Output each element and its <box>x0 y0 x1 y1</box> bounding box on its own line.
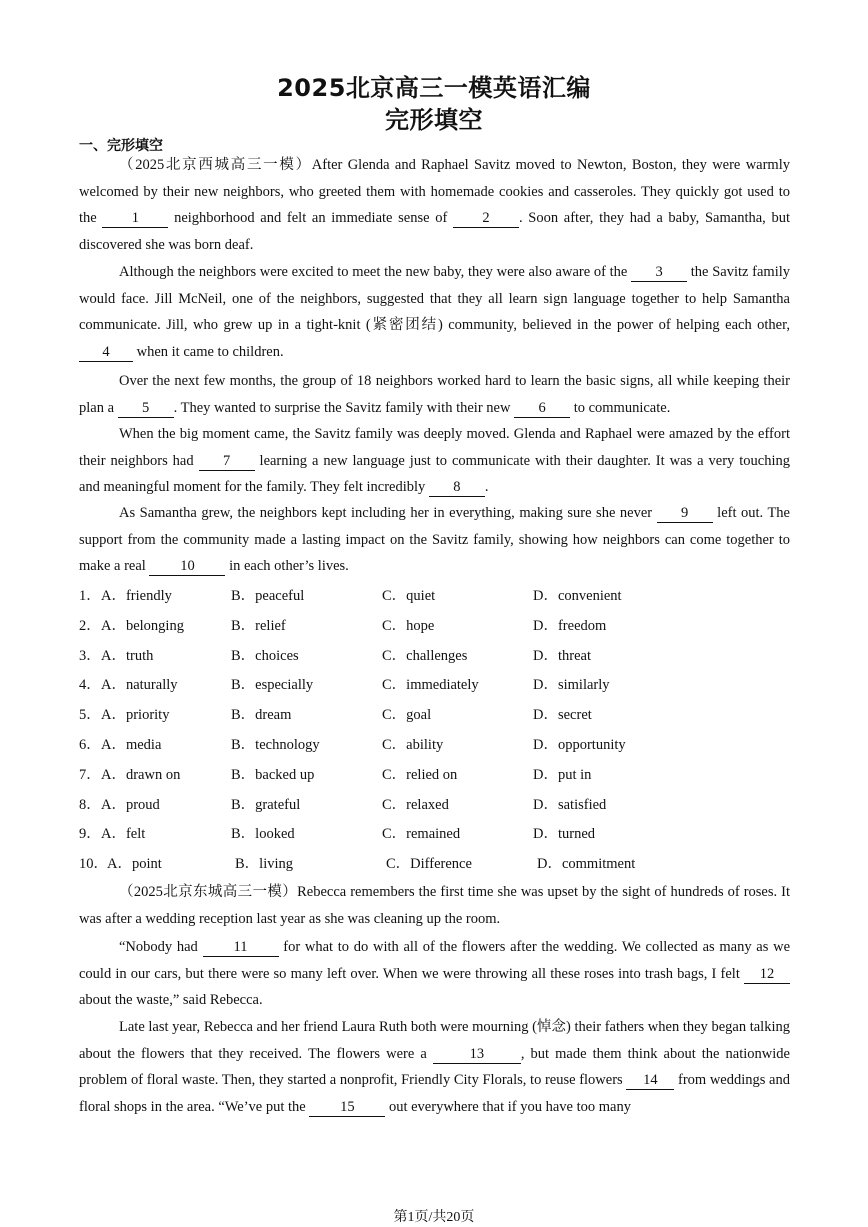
option-b: B．peaceful <box>231 588 305 604</box>
option-c: C．goal <box>382 707 432 724</box>
option-d: D．secret <box>533 707 592 724</box>
passage1-paragraph-1: （2025北京西城高三一模）After Glenda and Raphael Savitz moved to Newton, Boston, they were warmly welcomed by their new neighbors, who greeted them with homemade cookies and casseroles. They quickly got used to the 1 neighborhood and felt an immediate sense of 2 . Soon after, they had a baby, Samantha, but discovered she was born deaf. <box>79 157 790 253</box>
option-c: C．immediately <box>382 677 479 694</box>
passage1-paragraph-3: Over the next few months, the group of 18 neighbors worked hard to learn the basic signs, all while keeping their plan a 5 . They wanted to surprise the Savitz family with their new 6 to communicate. <box>79 373 790 416</box>
option-c: C．ability <box>382 736 444 753</box>
option-d: D．satisfied <box>533 796 607 813</box>
blank-10: 10 <box>149 558 225 576</box>
passage2-paragraph-2: “Nobody had 11 for what to do with all of the flowers after the wedding. We collected as many as we could in our cars, but there were so many left over. When we were throwing all these roses into trash bags, I felt 12 about the waste,” said Rebecca. <box>79 939 791 1008</box>
blank-12: 12 <box>744 966 790 984</box>
option-row <box>79 759 790 789</box>
option-a: A．belonging <box>101 617 184 634</box>
option-d: D．convenient <box>533 588 622 604</box>
question-number: 9． <box>79 826 101 843</box>
option-row <box>79 789 790 819</box>
option-row <box>79 610 790 640</box>
question-number: 1． <box>79 588 101 604</box>
option-c: C．relaxed <box>382 796 449 813</box>
option-c: C．quiet <box>382 588 436 604</box>
option-row <box>79 640 790 670</box>
option-d: D．turned <box>533 826 596 843</box>
option-c: C．Difference <box>386 856 472 873</box>
option-c: C．relied on <box>382 766 458 783</box>
option-b: B．especially <box>231 677 314 694</box>
option-b: B．grateful <box>231 796 301 813</box>
option-b: B．relief <box>231 617 286 634</box>
option-c: C．challenges <box>382 647 468 664</box>
option-b: B．dream <box>231 707 292 724</box>
question-number: 2． <box>79 617 101 634</box>
option-a: A．truth <box>101 647 154 664</box>
question-number: 4． <box>79 677 101 694</box>
document-subtitle: 完形填空 <box>385 106 483 134</box>
option-b: B．technology <box>231 736 320 753</box>
question-number: 5． <box>79 707 101 724</box>
option-d: D．similarly <box>533 677 610 694</box>
question-number: 6． <box>79 736 101 753</box>
option-b: B．living <box>235 856 294 873</box>
option-b: B．choices <box>231 647 299 664</box>
option-a: A．felt <box>101 826 146 843</box>
option-d: D．freedom <box>533 617 607 634</box>
option-a: A．proud <box>101 796 160 813</box>
option-d: D．commitment <box>537 856 636 873</box>
option-row <box>79 669 790 699</box>
option-a: A．media <box>101 736 162 753</box>
option-b: B．looked <box>231 826 295 843</box>
page-number: 第1页/共20页 <box>393 1210 475 1225</box>
blank-4: 4 <box>79 344 133 362</box>
blank-1: 1 <box>102 210 168 228</box>
question-number: 7． <box>79 766 101 783</box>
blank-6: 6 <box>514 400 570 418</box>
option-a: A．drawn on <box>101 766 181 783</box>
option-c: C．hope <box>382 617 435 634</box>
blank-3: 3 <box>631 264 687 282</box>
blank-15: 15 <box>309 1099 385 1117</box>
option-d: D．threat <box>533 647 591 664</box>
blank-14: 14 <box>626 1072 674 1090</box>
blank-2: 2 <box>453 210 519 228</box>
passage1-paragraph-2: Although the neighbors were excited to meet the new baby, they were also aware of the 3 the Savitz family would face. Jill McNeil, one of the neighbors, suggested that they all learn sign language together to help Samantha communicate. Jill, who grew up in a tight-knit (紧密团结) community, believed in the power of helping each other, 4 when it came to children. <box>79 264 790 360</box>
section-title: 一、完形填空 <box>79 138 163 154</box>
question-number: 3． <box>79 647 101 664</box>
question-number: 10． <box>79 856 108 873</box>
option-row <box>79 818 790 848</box>
passage1-paragraph-5: As Samantha grew, the neighbors kept including her in everything, making sure she never 9 left out. The support from the community made a lasting impact on the Savitz family, showing how neighbors can come together to make a real 10 in each other’s lives. <box>79 505 790 574</box>
option-a: A．point <box>107 856 162 873</box>
option-c: C．remained <box>382 826 461 843</box>
passage2-paragraph-1: （2025北京东城高三一模）Rebecca remembers the first time she was upset by the sight of hundreds of roses. It was after a wedding reception last year as she was cleaning up the room. <box>79 884 790 927</box>
option-a: A．priority <box>101 707 170 724</box>
question-number: 8． <box>79 796 101 813</box>
blank-9: 9 <box>657 505 713 523</box>
option-row <box>79 848 790 878</box>
option-row <box>79 699 790 729</box>
passage1-paragraph-4: When the big moment came, the Savitz family was deeply moved. Glenda and Raphael were amazed by the effort their neighbors had 7 learning a new language just to communicate with their daughter. It was a very touching and meaningful moment for the family. They felt incredibly 8 . <box>79 426 790 495</box>
blank-11: 11 <box>203 939 279 957</box>
blank-5: 5 <box>118 400 174 418</box>
option-row <box>79 580 790 610</box>
option-row <box>79 729 790 759</box>
option-b: B．backed up <box>231 766 315 783</box>
blank-7: 7 <box>199 453 255 471</box>
blank-8: 8 <box>429 479 485 497</box>
option-d: D．put in <box>533 766 592 783</box>
option-a: A．naturally <box>101 677 178 694</box>
option-d: D．opportunity <box>533 736 626 753</box>
blank-13: 13 <box>433 1046 521 1064</box>
document-title: 2025北京高三一模英语汇编 <box>277 74 591 102</box>
option-a: A．friendly <box>101 588 172 604</box>
answer-options <box>79 580 790 878</box>
passage2-paragraph-3: Late last year, Rebecca and her friend Laura Ruth both were mourning (悼念) their fathers when they began talking about the flowers that they received. The flowers were a 13 , but made them think about the nationwide problem of floral waste. Then, they started a nonprofit, Friendly City Florals, to reuse flowers 14 from weddings and floral shops in the area. “We’ve put the 15 out everywhere that if you have too many <box>79 1019 790 1115</box>
